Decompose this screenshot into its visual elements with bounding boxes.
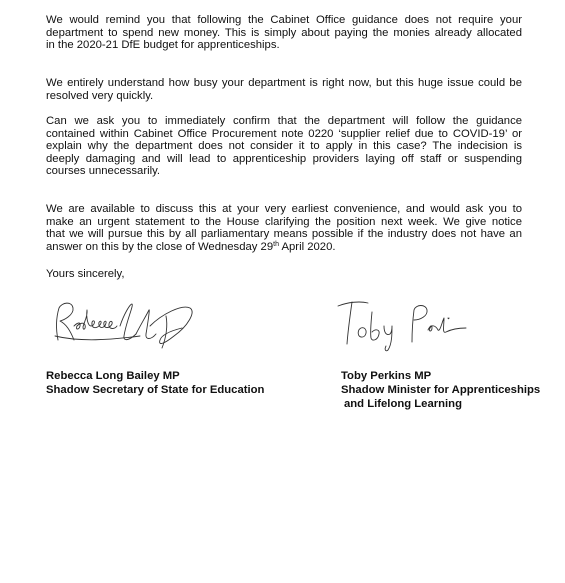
paragraph-line: We entirely understand how busy your department is right now, but this huge issue could be [46, 77, 522, 89]
paragraph-availability [46, 203, 522, 253]
signatory-title: Shadow Secretary of State for Education [46, 384, 265, 396]
paragraph-line: explain why the department does not consider it to apply in this case? The indecision is [46, 140, 522, 153]
paragraph-line: make an urgent statement to the House clarifying the position next week. We give notice [46, 215, 522, 228]
paragraph-line: courses unnecessarily. [46, 165, 161, 178]
paragraph-line: in the 2020-21 DfE budget for apprenticeships. [46, 39, 280, 52]
signatory-title-continued: and Lifelong Learning [344, 398, 462, 410]
signatory-block-right [341, 369, 540, 411]
signatory-block-left [46, 369, 264, 397]
paragraph-line: We would remind you that following the Cabinet Office guidance does not require your [46, 14, 522, 26]
ordinal-suffix: th [273, 240, 279, 248]
paragraph-line-deadline [46, 241, 522, 254]
signature-rebecca-long-bailey [50, 296, 200, 356]
paragraph-line: that we will pursue this by all parliamentary means possible if the industry does not have an [46, 228, 522, 241]
paragraph-understanding [46, 77, 522, 102]
paragraph-cabinet-office-guidance [46, 14, 522, 52]
paragraph-line: We are available to discuss this at your very earliest convenience, and would ask you to [46, 203, 522, 215]
paragraph-line: resolved very quickly. [46, 89, 154, 102]
deadline-text-end: April 2020. [278, 240, 336, 253]
deadline-text: answer on this by the close of Wednesday 29 [46, 240, 274, 253]
signatory-name: Toby Perkins MP [341, 370, 432, 382]
paragraph-line: department to spend new money. This is simply about paying the monies already allocated [46, 26, 522, 39]
closing-salutation: Yours sincerely, [46, 268, 125, 280]
paragraph-request-confirmation [46, 115, 522, 178]
paragraph-line: Can we ask you to immediately confirm that the department will follow the guidance [46, 115, 522, 127]
signatory-title: Shadow Minister for Apprenticeships [341, 384, 541, 396]
paragraph-line: contained within Cabinet Office Procurement note 0220 ‘supplier relief due to COVID-19’ or [46, 127, 522, 140]
signatory-name: Rebecca Long Bailey MP [46, 370, 180, 382]
paragraph-line: deeply damaging and will lead to apprenticeship providers laying off staff or suspending [46, 152, 522, 165]
signature-toby-perkins [334, 292, 474, 354]
